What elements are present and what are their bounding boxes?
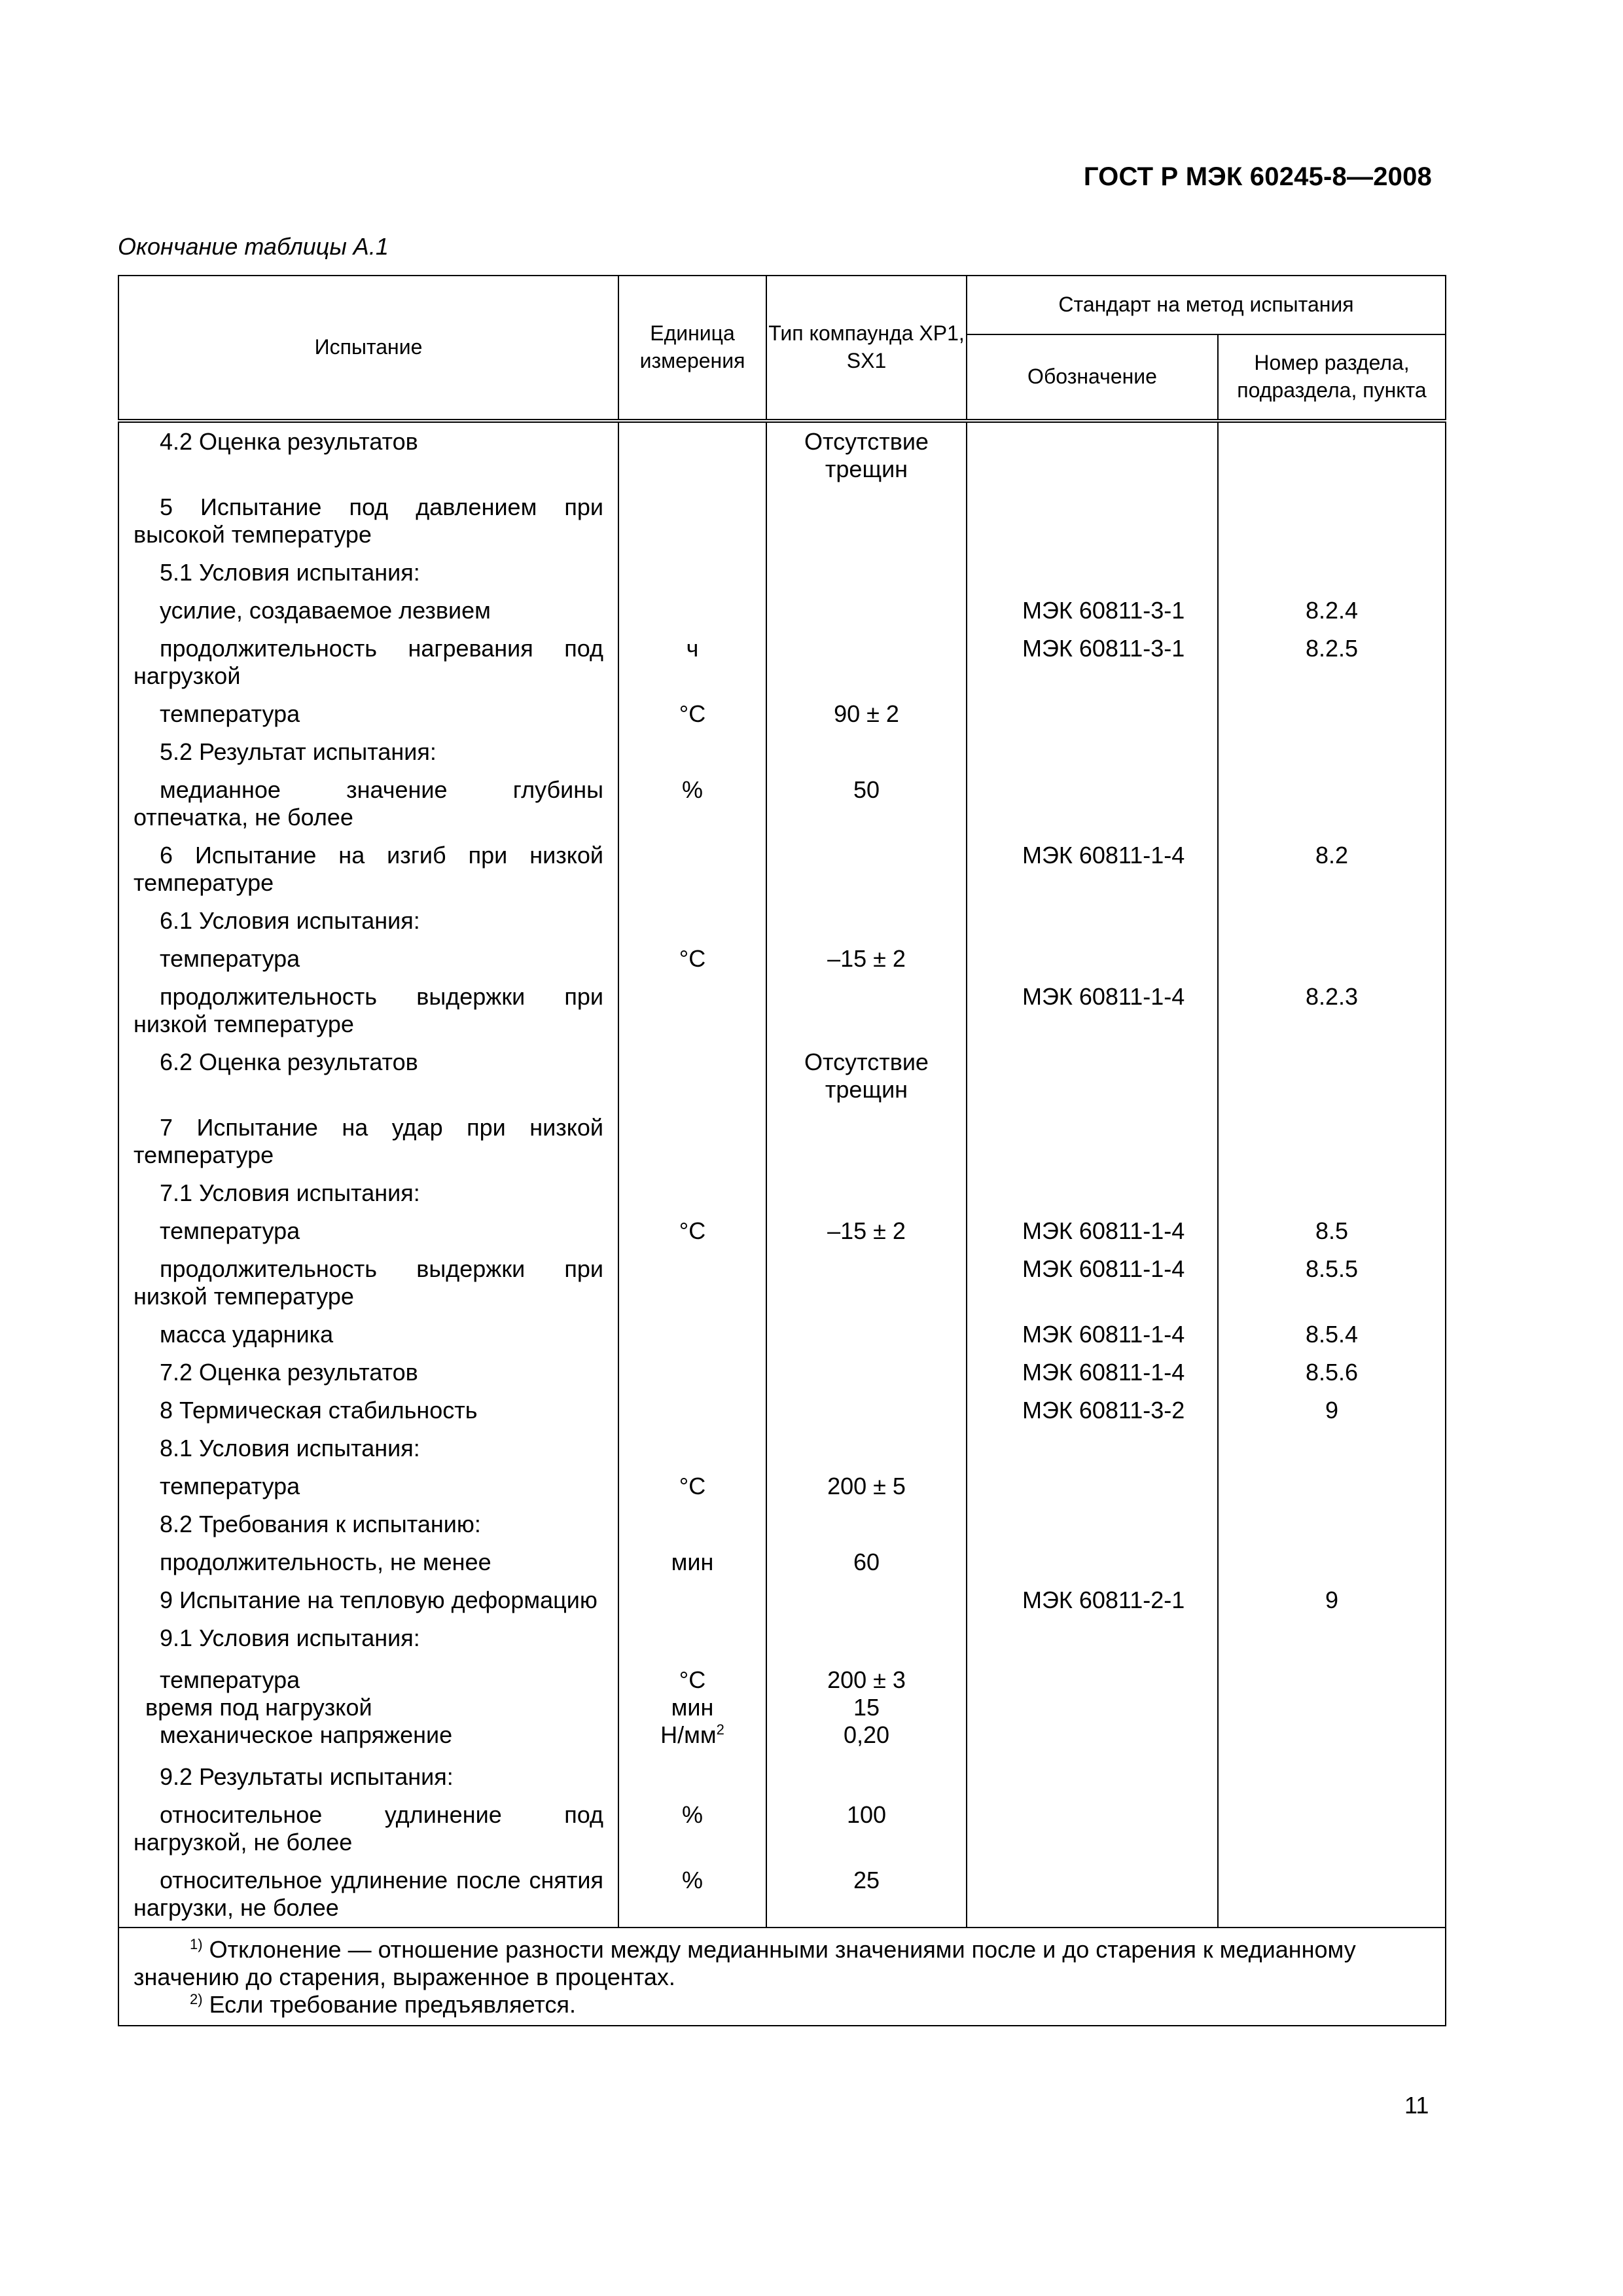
row-standard-cell [967, 1109, 1218, 1174]
row-section-cell [1218, 1505, 1446, 1543]
row-test-cell: 6 Испытание на изгиб при низкой температуре [118, 836, 618, 902]
row-section-cell [1218, 1657, 1446, 1694]
row-test-cell: 5 Испытание под давлением при высокой температуре [118, 488, 618, 554]
table-row [118, 695, 1446, 733]
table-row [118, 836, 1446, 902]
table-row [118, 1619, 1446, 1657]
row-section-cell: 8.2.3 [1218, 978, 1446, 1043]
row-value-cell: 90 ± 2 [766, 695, 967, 733]
row-standard-cell [967, 1619, 1218, 1657]
table-row [118, 733, 1446, 771]
row-test-cell: продолжительность выдержки при низкой температуре [118, 978, 618, 1043]
row-section-cell [1218, 733, 1446, 771]
row-unit-cell [618, 592, 766, 630]
row-unit-cell: мин [618, 1543, 766, 1581]
row-value-cell [766, 1391, 967, 1429]
row-section-cell [1218, 902, 1446, 940]
row-standard-cell: МЭК 60811-1-4 [967, 978, 1218, 1043]
row-standard-cell: МЭК 60811-1-4 [967, 1354, 1218, 1391]
row-value-cell: –15 ± 2 [766, 1212, 967, 1250]
row-test-cell: относительное удлинение после снятия нагрузки, не более [118, 1861, 618, 1928]
row-value-cell [766, 836, 967, 902]
row-unit-cell: % [618, 1861, 766, 1928]
row-test-cell: продолжительность выдержки при низкой температуре [118, 1250, 618, 1316]
row-test-cell: 7 Испытание на удар при низкой температуре [118, 1109, 618, 1174]
row-unit-cell [618, 1619, 766, 1657]
table-row [118, 1316, 1446, 1354]
header-designation: Обозначение [967, 334, 1218, 421]
test-requirements-table [118, 275, 1446, 2026]
row-standard-cell: МЭК 60811-3-2 [967, 1391, 1218, 1429]
table-row [118, 1543, 1446, 1581]
row-section-cell: 9 [1218, 1391, 1446, 1429]
row-section-cell [1218, 695, 1446, 733]
row-standard-cell: МЭК 60811-3-1 [967, 630, 1218, 695]
row-unit-cell [618, 733, 766, 771]
document-designation: ГОСТ Р МЭК 60245-8—2008 [1083, 162, 1432, 191]
row-value-cell [766, 1581, 967, 1619]
row-test-cell: 7.2 Оценка результатов [118, 1354, 618, 1391]
row-unit-cell [618, 1354, 766, 1391]
table-row [118, 1657, 1446, 1694]
row-test-cell: 9.1 Условия испытания: [118, 1619, 618, 1657]
row-standard-cell [967, 1758, 1218, 1796]
table-row [118, 1505, 1446, 1543]
row-standard-cell [967, 1429, 1218, 1467]
table-row [118, 902, 1446, 940]
row-standard-cell [967, 488, 1218, 554]
row-value-cell: Отсутствие трещин [766, 423, 967, 488]
row-unit-cell [618, 423, 766, 488]
row-unit-cell [618, 978, 766, 1043]
row-section-cell [1218, 940, 1446, 978]
row-test-cell: 9.2 Результаты испытания: [118, 1758, 618, 1796]
row-test-cell: относительное удлинение под нагрузкой, не более [118, 1796, 618, 1861]
row-value-cell [766, 630, 967, 695]
row-unit-cell [618, 554, 766, 592]
header-test: Испытание [118, 276, 618, 421]
row-unit-cell [618, 1429, 766, 1467]
row-unit-cell: % [618, 1796, 766, 1861]
row-standard-cell: МЭК 60811-1-4 [967, 1316, 1218, 1354]
row-standard-cell [967, 554, 1218, 592]
row-standard-cell [967, 902, 1218, 940]
row-section-cell [1218, 1619, 1446, 1657]
row-standard-cell: МЭК 60811-1-4 [967, 1250, 1218, 1316]
row-section-cell [1218, 1467, 1446, 1505]
row-standard-cell: МЭК 60811-1-4 [967, 1212, 1218, 1250]
row-value-cell [766, 554, 967, 592]
row-section-cell [1218, 423, 1446, 488]
table-row [118, 1174, 1446, 1212]
row-value-cell [766, 1758, 967, 1796]
row-section-cell: 8.2 [1218, 836, 1446, 902]
row-standard-cell [967, 1721, 1218, 1758]
row-section-cell [1218, 1861, 1446, 1928]
row-value-cell: Отсутствие трещин [766, 1043, 967, 1109]
table-caption: Окончание таблицы А.1 [118, 233, 389, 260]
row-test-cell: механическое напряжение [118, 1721, 618, 1758]
row-standard-cell [967, 1043, 1218, 1109]
row-unit-cell: °C [618, 695, 766, 733]
row-section-cell [1218, 1758, 1446, 1796]
row-unit-cell [618, 1043, 766, 1109]
row-value-cell: 60 [766, 1543, 967, 1581]
row-value-cell [766, 1429, 967, 1467]
row-standard-cell [967, 1467, 1218, 1505]
row-value-cell: 15 [766, 1694, 967, 1721]
table-row [118, 592, 1446, 630]
row-unit-cell: °C [618, 1212, 766, 1250]
row-test-cell: 5.1 Условия испытания: [118, 554, 618, 592]
table-row [118, 1581, 1446, 1619]
row-value-cell [766, 1174, 967, 1212]
row-section-cell [1218, 1429, 1446, 1467]
row-unit-cell: ч [618, 630, 766, 695]
row-unit-cell [618, 1758, 766, 1796]
row-unit-cell [618, 836, 766, 902]
row-test-cell: продолжительность, не менее [118, 1543, 618, 1581]
row-value-cell [766, 1316, 967, 1354]
row-value-cell: –15 ± 2 [766, 940, 967, 978]
row-standard-cell: МЭК 60811-3-1 [967, 592, 1218, 630]
row-standard-cell: МЭК 60811-1-4 [967, 836, 1218, 902]
table-row [118, 1721, 1446, 1758]
row-unit-cell [618, 1505, 766, 1543]
row-value-cell [766, 1354, 967, 1391]
footnote-2: $^{2)}$ Если требование предъявляется. [190, 1991, 576, 2018]
table-row [118, 1429, 1446, 1467]
row-section-cell: 9 [1218, 1581, 1446, 1619]
row-value-cell: 200 ± 3 [766, 1657, 967, 1694]
row-value-cell [766, 902, 967, 940]
row-unit-cell [618, 1316, 766, 1354]
row-value-cell [766, 1250, 967, 1316]
row-section-cell [1218, 488, 1446, 554]
row-section-cell: 8.5 [1218, 1212, 1446, 1250]
row-test-cell: 8 Термическая стабильность [118, 1391, 618, 1429]
row-unit-cell: °C [618, 940, 766, 978]
row-section-cell [1218, 1796, 1446, 1861]
row-test-cell: температура [118, 695, 618, 733]
row-value-cell [766, 1619, 967, 1657]
row-unit-cell [618, 1109, 766, 1174]
row-test-cell: 9 Испытание на тепловую деформацию [118, 1581, 618, 1619]
header-section: Номер раздела, подраздела, пункта [1218, 334, 1446, 421]
row-standard-cell [967, 1861, 1218, 1928]
row-section-cell: 8.5.4 [1218, 1316, 1446, 1354]
table-row [118, 1467, 1446, 1505]
header-unit: Единица измерения [618, 276, 766, 421]
row-section-cell [1218, 771, 1446, 836]
row-test-cell: 6.1 Условия испытания: [118, 902, 618, 940]
row-section-cell: 8.2.4 [1218, 592, 1446, 630]
row-test-cell: время под нагрузкой [118, 1694, 618, 1721]
row-standard-cell [967, 695, 1218, 733]
footnote-1: $^{1)}$ Отклонение — отношение разности между медианными значениями после и до старения к медианному значению до старения, выраженное в процентах. [134, 1936, 1356, 1990]
table-row [118, 1043, 1446, 1109]
row-section-cell [1218, 1174, 1446, 1212]
row-standard-cell: МЭК 60811-2-1 [967, 1581, 1218, 1619]
row-section-cell: 8.5.6 [1218, 1354, 1446, 1391]
row-test-cell: медианное значение глубины отпечатка, не более [118, 771, 618, 836]
row-standard-cell [967, 1694, 1218, 1721]
row-test-cell: масса ударника [118, 1316, 618, 1354]
row-test-cell: температура [118, 940, 618, 978]
row-test-cell: 4.2 Оценка результатов [118, 423, 618, 488]
row-section-cell [1218, 1043, 1446, 1109]
table-footnotes [118, 1928, 1446, 2026]
table-row [118, 488, 1446, 554]
row-section-cell: 8.2.5 [1218, 630, 1446, 695]
row-section-cell [1218, 1721, 1446, 1758]
row-value-cell: 0,20 [766, 1721, 967, 1758]
row-standard-cell [967, 940, 1218, 978]
row-unit-cell: % [618, 771, 766, 836]
table-row [118, 1354, 1446, 1391]
row-test-cell: продолжительность нагревания под нагрузкой [118, 630, 618, 695]
row-standard-cell [967, 1657, 1218, 1694]
row-value-cell: 25 [766, 1861, 967, 1928]
row-value-cell [766, 488, 967, 554]
row-value-cell [766, 592, 967, 630]
row-value-cell: 100 [766, 1796, 967, 1861]
table-row [118, 1758, 1446, 1796]
header-compound: Тип компаунда XP1, SX1 [766, 276, 967, 421]
row-section-cell [1218, 1694, 1446, 1721]
table-row [118, 771, 1446, 836]
page-number: 11 [1404, 2092, 1429, 2119]
row-unit-cell: °C [618, 1467, 766, 1505]
table-row [118, 1250, 1446, 1316]
row-section-cell [1218, 1543, 1446, 1581]
row-standard-cell [967, 423, 1218, 488]
row-value-cell [766, 1109, 967, 1174]
row-section-cell: 8.5.5 [1218, 1250, 1446, 1316]
row-standard-cell [967, 1505, 1218, 1543]
row-unit-cell [618, 1391, 766, 1429]
row-test-cell: температура [118, 1657, 618, 1694]
row-standard-cell [967, 771, 1218, 836]
row-standard-cell [967, 1174, 1218, 1212]
table-row [118, 1694, 1446, 1721]
row-test-cell: 6.2 Оценка результатов [118, 1043, 618, 1109]
row-unit-cell: °C [618, 1657, 766, 1694]
table-row [118, 1109, 1446, 1174]
row-test-cell: 5.2 Результат испытания: [118, 733, 618, 771]
row-value-cell: 50 [766, 771, 967, 836]
row-unit-cell [618, 902, 766, 940]
row-unit-cell [618, 1581, 766, 1619]
row-standard-cell [967, 1543, 1218, 1581]
row-unit-cell: $Н/мм^2$ [618, 1721, 766, 1758]
header-standard: Стандарт на метод испытания [967, 276, 1446, 334]
row-test-cell: 8.2 Требования к испытанию: [118, 1505, 618, 1543]
row-value-cell [766, 733, 967, 771]
row-value-cell [766, 978, 967, 1043]
row-value-cell [766, 1505, 967, 1543]
row-test-cell: 7.1 Условия испытания: [118, 1174, 618, 1212]
row-test-cell: температура [118, 1212, 618, 1250]
row-unit-cell [618, 1250, 766, 1316]
table-row [118, 1391, 1446, 1429]
row-test-cell: 8.1 Условия испытания: [118, 1429, 618, 1467]
row-value-cell: 200 ± 5 [766, 1467, 967, 1505]
table-row [118, 423, 1446, 488]
row-unit-cell [618, 488, 766, 554]
table-row [118, 978, 1446, 1043]
row-standard-cell [967, 1796, 1218, 1861]
row-test-cell: температура [118, 1467, 618, 1505]
table-row [118, 1796, 1446, 1861]
row-unit-cell: мин [618, 1694, 766, 1721]
table-row [118, 1861, 1446, 1928]
table-row [118, 1212, 1446, 1250]
table-row [118, 554, 1446, 592]
row-section-cell [1218, 1109, 1446, 1174]
row-section-cell [1218, 554, 1446, 592]
row-standard-cell [967, 733, 1218, 771]
row-unit-cell [618, 1174, 766, 1212]
row-test-cell: усилие, создаваемое лезвием [118, 592, 618, 630]
table-row [118, 630, 1446, 695]
table-row [118, 940, 1446, 978]
